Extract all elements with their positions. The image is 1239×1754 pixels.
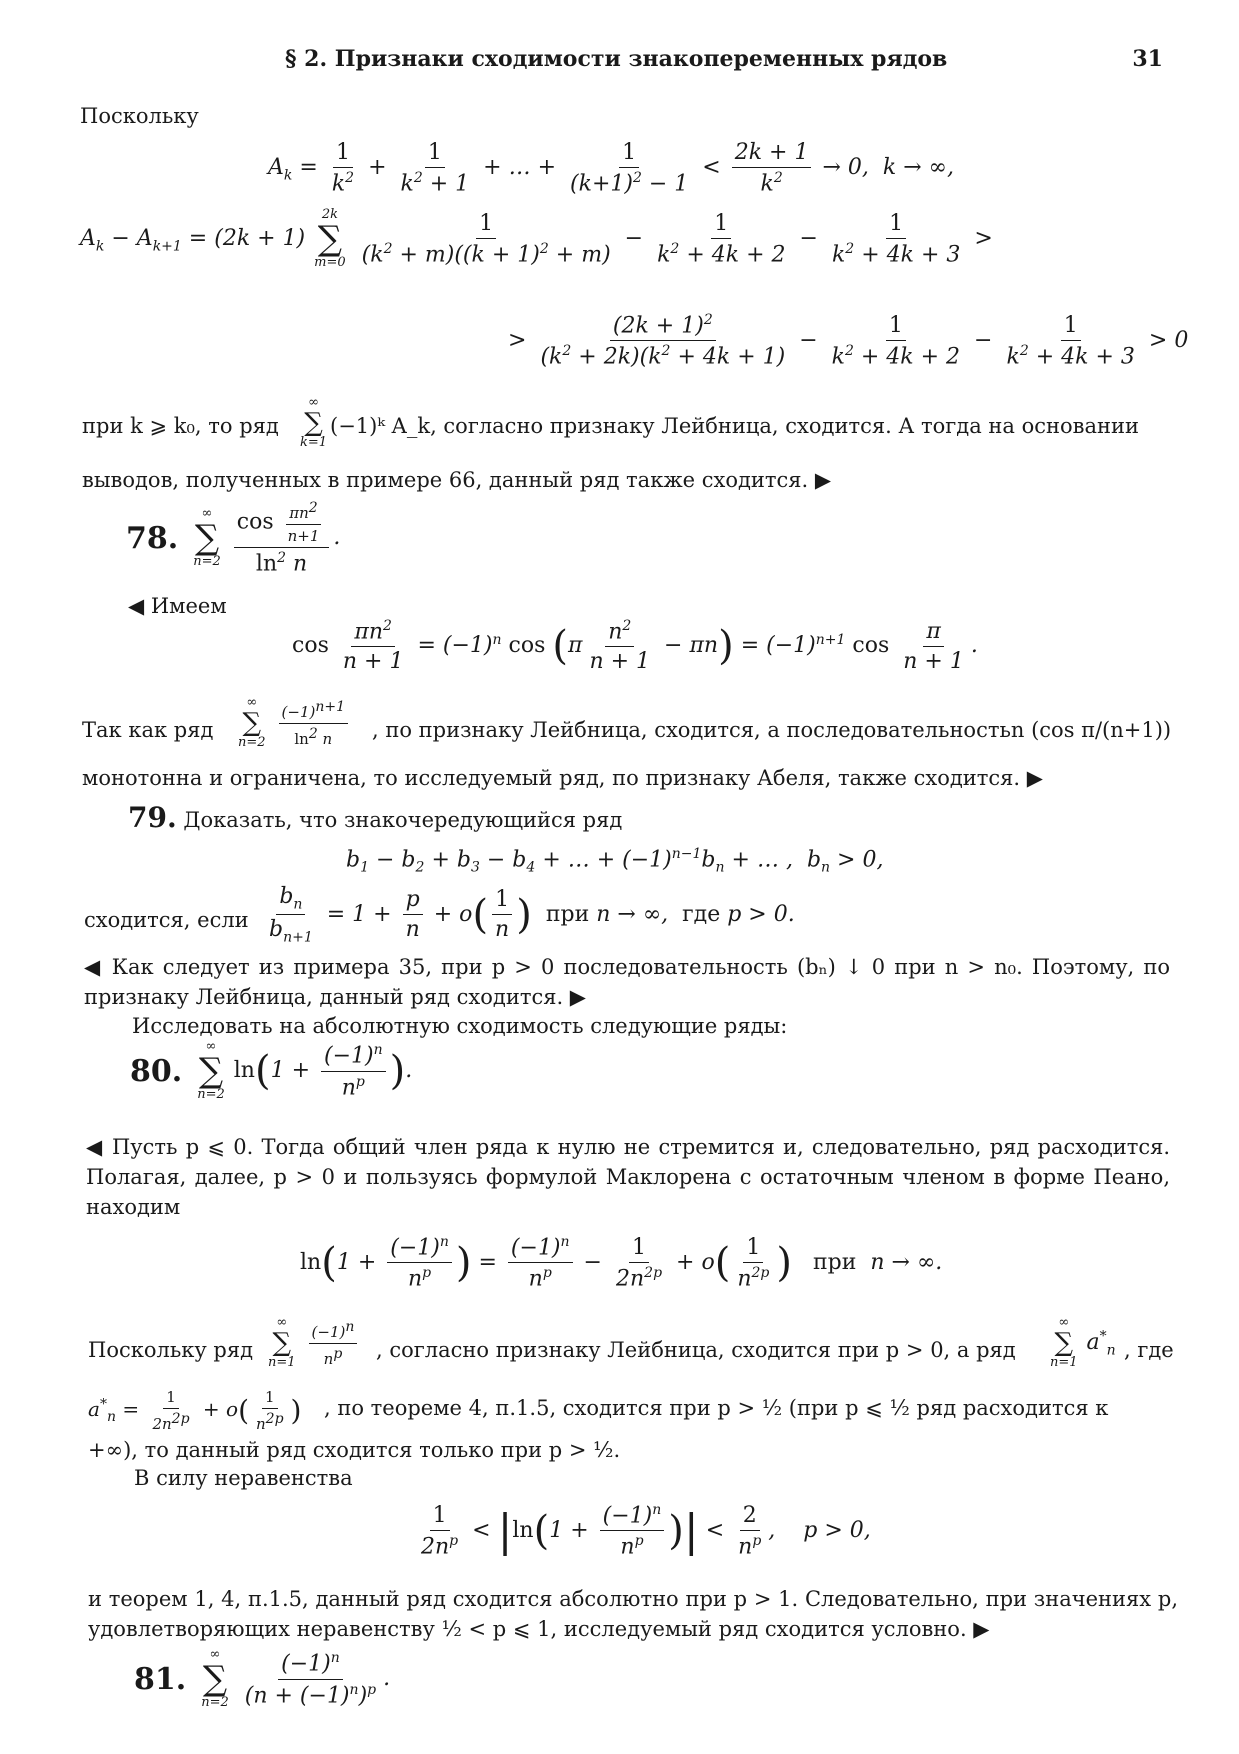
text-p6: и теорем 1, 4, п.1.5, данный ряд сходится абсолютно при p > 1. Следовательно, при значениях p, удовлетворяющих неравенству ½ < p ⩽ 1, исследуемый ряд сходится условно. ▶ <box>88 1587 1178 1641</box>
text-p2-c: монотонна и ограничена, то исследуемый ряд, по признаку Абеля, также сходится. ▶ <box>82 766 1043 790</box>
sum-80-a: ∞ ∑ n=1 $\frac{(-1)^n}{n^p}$ <box>266 1316 361 1370</box>
example-80: 80. ∞ ∑ n=2 ln(1 + $\frac{(-1)^n}{n^p}$ ). <box>130 1039 413 1102</box>
sum-k1: ∞ ∑ k=1 <box>300 395 328 450</box>
text-p1-b: (−1)ᵏ A_k, согласно признаку Лейбница, сходится. А тогда на основании <box>330 414 1139 438</box>
text-imeem: ◀ Имеем <box>128 594 227 618</box>
text-p1-c: выводов, полученных в примере 66, данный ряд также сходится. ▶ <box>82 468 832 492</box>
sum-80-b: ∞ ∑ n=1 $a^*_n$ <box>1050 1315 1116 1370</box>
text-by-inequality: В силу неравенства <box>134 1466 353 1490</box>
text-p5-e: +∞), то данный ряд сходится только при p > ½. <box>88 1438 621 1462</box>
text-p5-a: Поскольку ряд <box>88 1338 254 1362</box>
equation-ak-difference: $A_k - A_{k+1} = (2k + 1)$ 2k ∑ m=0 $\frac{1}{(k^2 + m)((k + 1)^2 + m)}$ − $\frac{1}{k^2 + 4k + 2}$ − $\frac{1}{k^2 + 4k + 3}$ > <box>80 207 993 270</box>
equation-alternating-series: $b_1 - b_2 + b_3 - b_4$ + … + $(-1)^{n-1}b_n$ + … , $b_n > 0$, <box>346 846 884 876</box>
equation-cos: cos $\frac{\pi n^2}{n + 1}$ = $(-1)^n$ cos (π $\frac{n^2}{n + 1}$ − $\pi n) = (-1)^{n+1}$ cos $\frac{\pi}{n + 1}$ . <box>292 618 978 675</box>
equation-ak: $A_k$ = $\frac{1}{k^2}$ + $\frac{1}{k^2 + 1}$ + … + $\frac{1}{(k+1)^2 - 1}$ < $\frac{2k + 1}{k^2}$ → 0, k → ∞, <box>268 140 954 197</box>
text-p2-b: , по признаку Лейбница, сходится, а последовательностьn (cos π/(n+1)) <box>372 718 1172 742</box>
text-p2-a: Так как ряд <box>82 718 214 742</box>
example-79-number: 79. <box>128 801 177 834</box>
example-78-number: 78. <box>126 520 179 556</box>
example-79 <box>128 801 623 834</box>
example-80-number: 80. <box>130 1053 183 1089</box>
text-p5-c: , где <box>1124 1338 1174 1362</box>
text-p5-b: , согласно признаку Лейбница, сходится при p > 0, а ряд <box>376 1338 1016 1362</box>
running-header <box>0 46 1239 86</box>
sum-78: ∞ ∑ n=2 $\frac{(-1)^{n+1}}{\ln^2 n}$ <box>236 696 352 750</box>
example-81: 81. ∞ ∑ n=2 $\frac{(-1)^n}{(n + (-1)^n)^p}$ . <box>134 1647 391 1710</box>
text-converges-if: сходится, если <box>84 908 249 932</box>
text-investigate: Исследовать на абсолютную сходимость следующие ряды: <box>132 1014 788 1038</box>
example-79-text: Доказать, что знакочередующийся ряд <box>183 808 623 832</box>
text-p4: ◀ Пусть p ⩽ 0. Тогда общий член ряда к нулю не стремится и, следовательно, ряд расходится. Полагая, далее, p > 0 и пользуясь формулой Маклорена с остаточным членом в форме Пеано, находим <box>86 1135 1170 1219</box>
text-p3: ◀ Как следует из примера 35, при p > 0 последовательность (bₙ) ↓ 0 при n > n₀. Поэтому, по признаку Лейбница, данный ряд сходится. ▶ <box>84 955 1170 1009</box>
equation-maclaurin: ln(1 + $\frac{(-1)^n}{n^p}$ ) = $\frac{(-1)^n}{n^p}$ − $\frac{1}{2n^{2p}}$ + o( $\frac{1}{n^{2p}}$ ) при n → ∞. <box>300 1234 943 1292</box>
page-number: 31 <box>1132 46 1163 72</box>
text-p5-d: , по теореме 4, п.1.5, сходится при p > ½ (при p ⩽ ½ ряд расходится к <box>324 1396 1109 1420</box>
text-since: Поскольку <box>80 104 199 128</box>
equation-ak-difference-cont: > $\frac{(2k + 1)^2}{(k^2 + 2k)(k^2 + 4k + 1)}$ − $\frac{1}{k^2 + 4k + 2}$ − $\frac{1}{k^2 + 4k + 3}$ > 0 <box>508 312 1189 370</box>
equation-inequality: $\frac{1}{2n^p}$ < |ln(1 + $\frac{(-1)^n}{n^p}$ )| < $\frac{2}{n^p}$ , p > 0, <box>421 1502 871 1560</box>
text-p1-a: при k ⩾ k₀, то ряд <box>82 414 279 438</box>
example-78: 78. ∞ ∑ n=2 cos $\frac{\pi n^2}{n+1}$ $\ln^2 n$ . <box>126 500 341 577</box>
equation-a-star: $a^*_n$ = $\frac{1}{2n^{2p}}$ + o( $\frac{1}{n^{2p}}$ ) <box>88 1388 302 1433</box>
example-81-number: 81. <box>134 1661 187 1697</box>
section-title: § 2. Признаки сходимости знакопеременных рядов <box>285 46 948 72</box>
equation-ratio: $\frac{b_n}{b_{n+1}}$ = 1 + $\frac{p}{n}$ + o( $\frac{1}{n}$ ) при n → ∞, где p > 0. <box>269 884 795 946</box>
